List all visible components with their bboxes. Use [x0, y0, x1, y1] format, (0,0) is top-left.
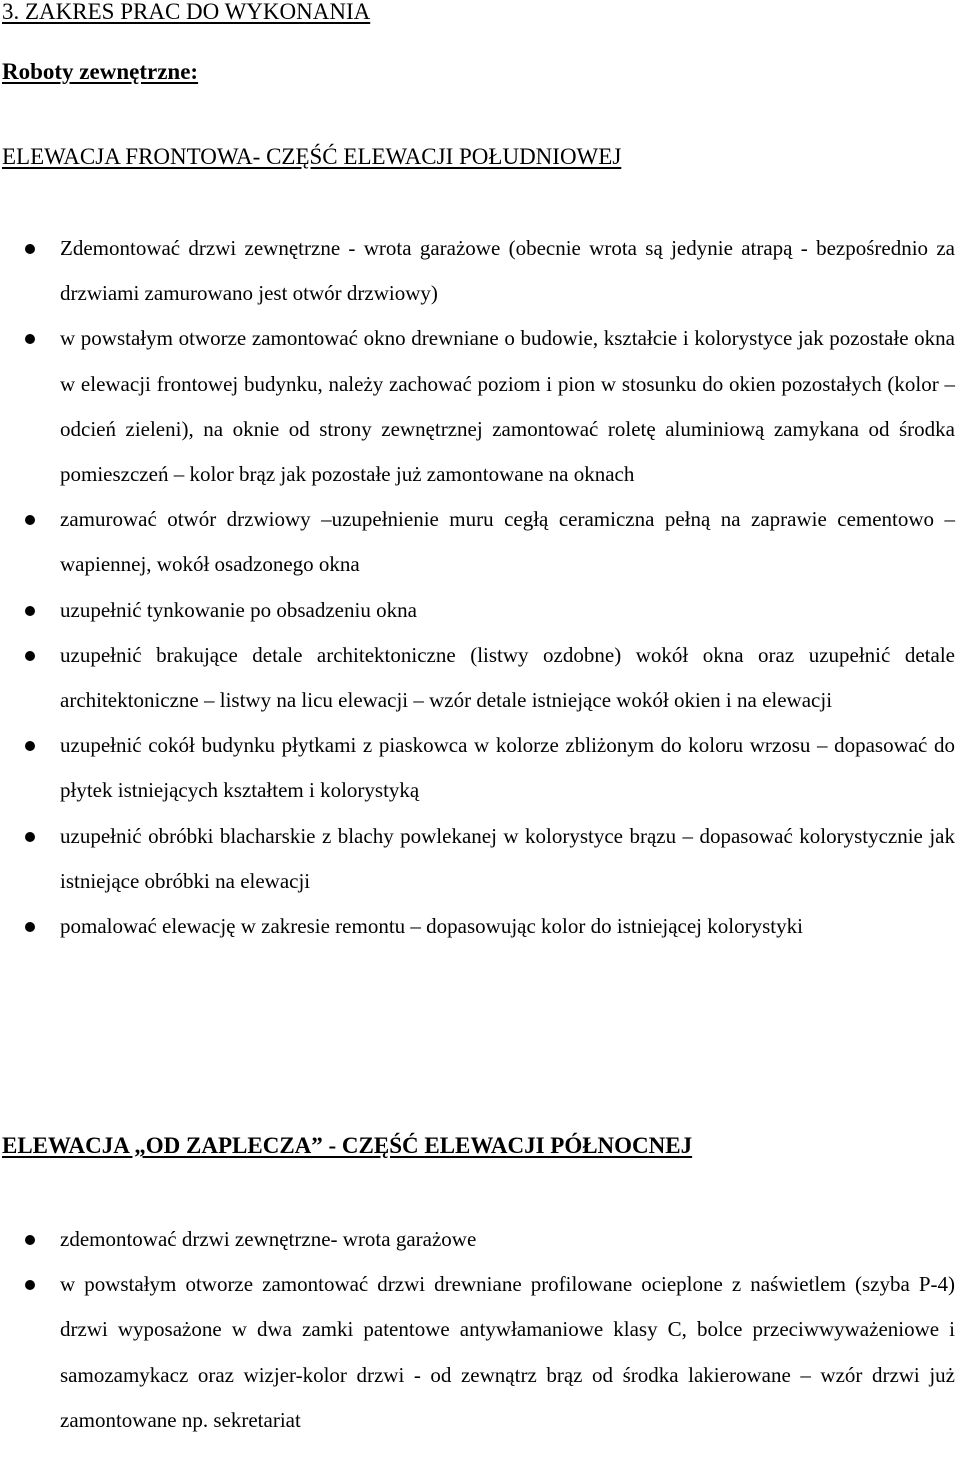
bullet-icon: [25, 515, 35, 525]
bullet-icon: [25, 832, 35, 842]
bullet-icon: [25, 334, 35, 344]
list-item: [0, 226, 960, 316]
bullet-icon: [25, 651, 35, 661]
bullet-icon: [25, 606, 35, 616]
list-item: [0, 1217, 960, 1262]
list-item: [0, 316, 960, 497]
list-item: [0, 633, 960, 723]
list-item: [0, 723, 960, 813]
bullet-icon: [25, 244, 35, 254]
rear-elevation-list: [0, 1217, 960, 1443]
list-item-text: w powstałym otworze zamontować okno drewniane o budowie, kształcie i kolorystyce jak pozostałe okna w elewacji frontowej budynku, należy zachować poziom i pion w stosunku do okien pozostałych (kolor – odcień zieleni), na oknie od strony zewnętrznej zamontować roletę aluminiową zamykana od środka pomieszczeń – kolor brąz jak pozostałe już zamontowane na oknach: [60, 326, 955, 487]
front-elevation-list: [0, 226, 960, 949]
front-elevation-heading: ELEWACJA FRONTOWA- CZĘŚĆ ELEWACJI POŁUDNIOWEJ: [2, 144, 622, 169]
list-item-text: uzupełnić tynkowanie po obsadzeniu okna: [60, 597, 417, 622]
list-item-text: w powstałym otworze zamontować drzwi drewniane profilowane ocieplone z naświetlem (szyba P-4) drzwi wyposażone w dwa zamki patentowe antywłamaniowe klasy C, bolce przeciwwyważeniowe i samozamykacz oraz wizjer-kolor drzwi - od zewnątrz brąz od środka lakierowane – wzór drzwi już zamontowane np. sekretariat: [60, 1272, 955, 1432]
rear-elevation-heading: ELEWACJA „OD ZAPLECZA” - CZĘŚĆ ELEWACJI PÓŁNOCNEJ: [2, 1133, 693, 1158]
list-item-text: pomalować elewację w zakresie remontu – dopasowując kolor do istniejącej kolorystyki: [60, 914, 803, 939]
list-item: [0, 1262, 960, 1443]
list-item: [0, 588, 960, 633]
list-item: [0, 497, 960, 587]
bullet-icon: [25, 922, 35, 932]
section-title: 3. ZAKRES PRAC DO WYKONANIA: [2, 0, 371, 24]
list-item-text: uzupełnić brakujące detale architektoniczne (listwy ozdobne) wokół okna oraz uzupełnić detale architektoniczne – listwy na licu elewacji – wzór detale istniejące wokół okien i na elewacji: [60, 642, 955, 713]
list-item-text: uzupełnić obróbki blacharskie z blachy powlekanej w kolorystyce brązu – dopasować kolorystycznie jak istniejące obróbki na elewacji: [60, 823, 955, 893]
bullet-icon: [25, 1235, 35, 1245]
subtitle: Roboty zewnętrzne:: [2, 59, 199, 84]
list-item-text: uzupełnić cokół budynku płytkami z piaskowca w kolorze zbliżonym do koloru wrzosu – dopasować do płytek istniejących kształtem i kolorystyką: [60, 733, 955, 803]
bullet-icon: [25, 741, 35, 751]
list-item-text: zdemontować drzwi zewnętrzne- wrota garażowe: [60, 1227, 477, 1251]
list-item: [0, 904, 960, 949]
bullet-icon: [25, 1280, 35, 1290]
list-item-text: Zdemontować drzwi zewnętrzne - wrota garażowe (obecnie wrota są jedynie atrapą - bezpośrednio za drzwiami zamurowano jest otwór drzwiowy): [60, 236, 955, 306]
list-item: [0, 814, 960, 904]
list-item-text: zamurować otwór drzwiowy –uzupełnienie muru cegłą ceramiczna pełną na zaprawie cementowo – wapiennej, wokół osadzonego okna: [60, 507, 955, 577]
